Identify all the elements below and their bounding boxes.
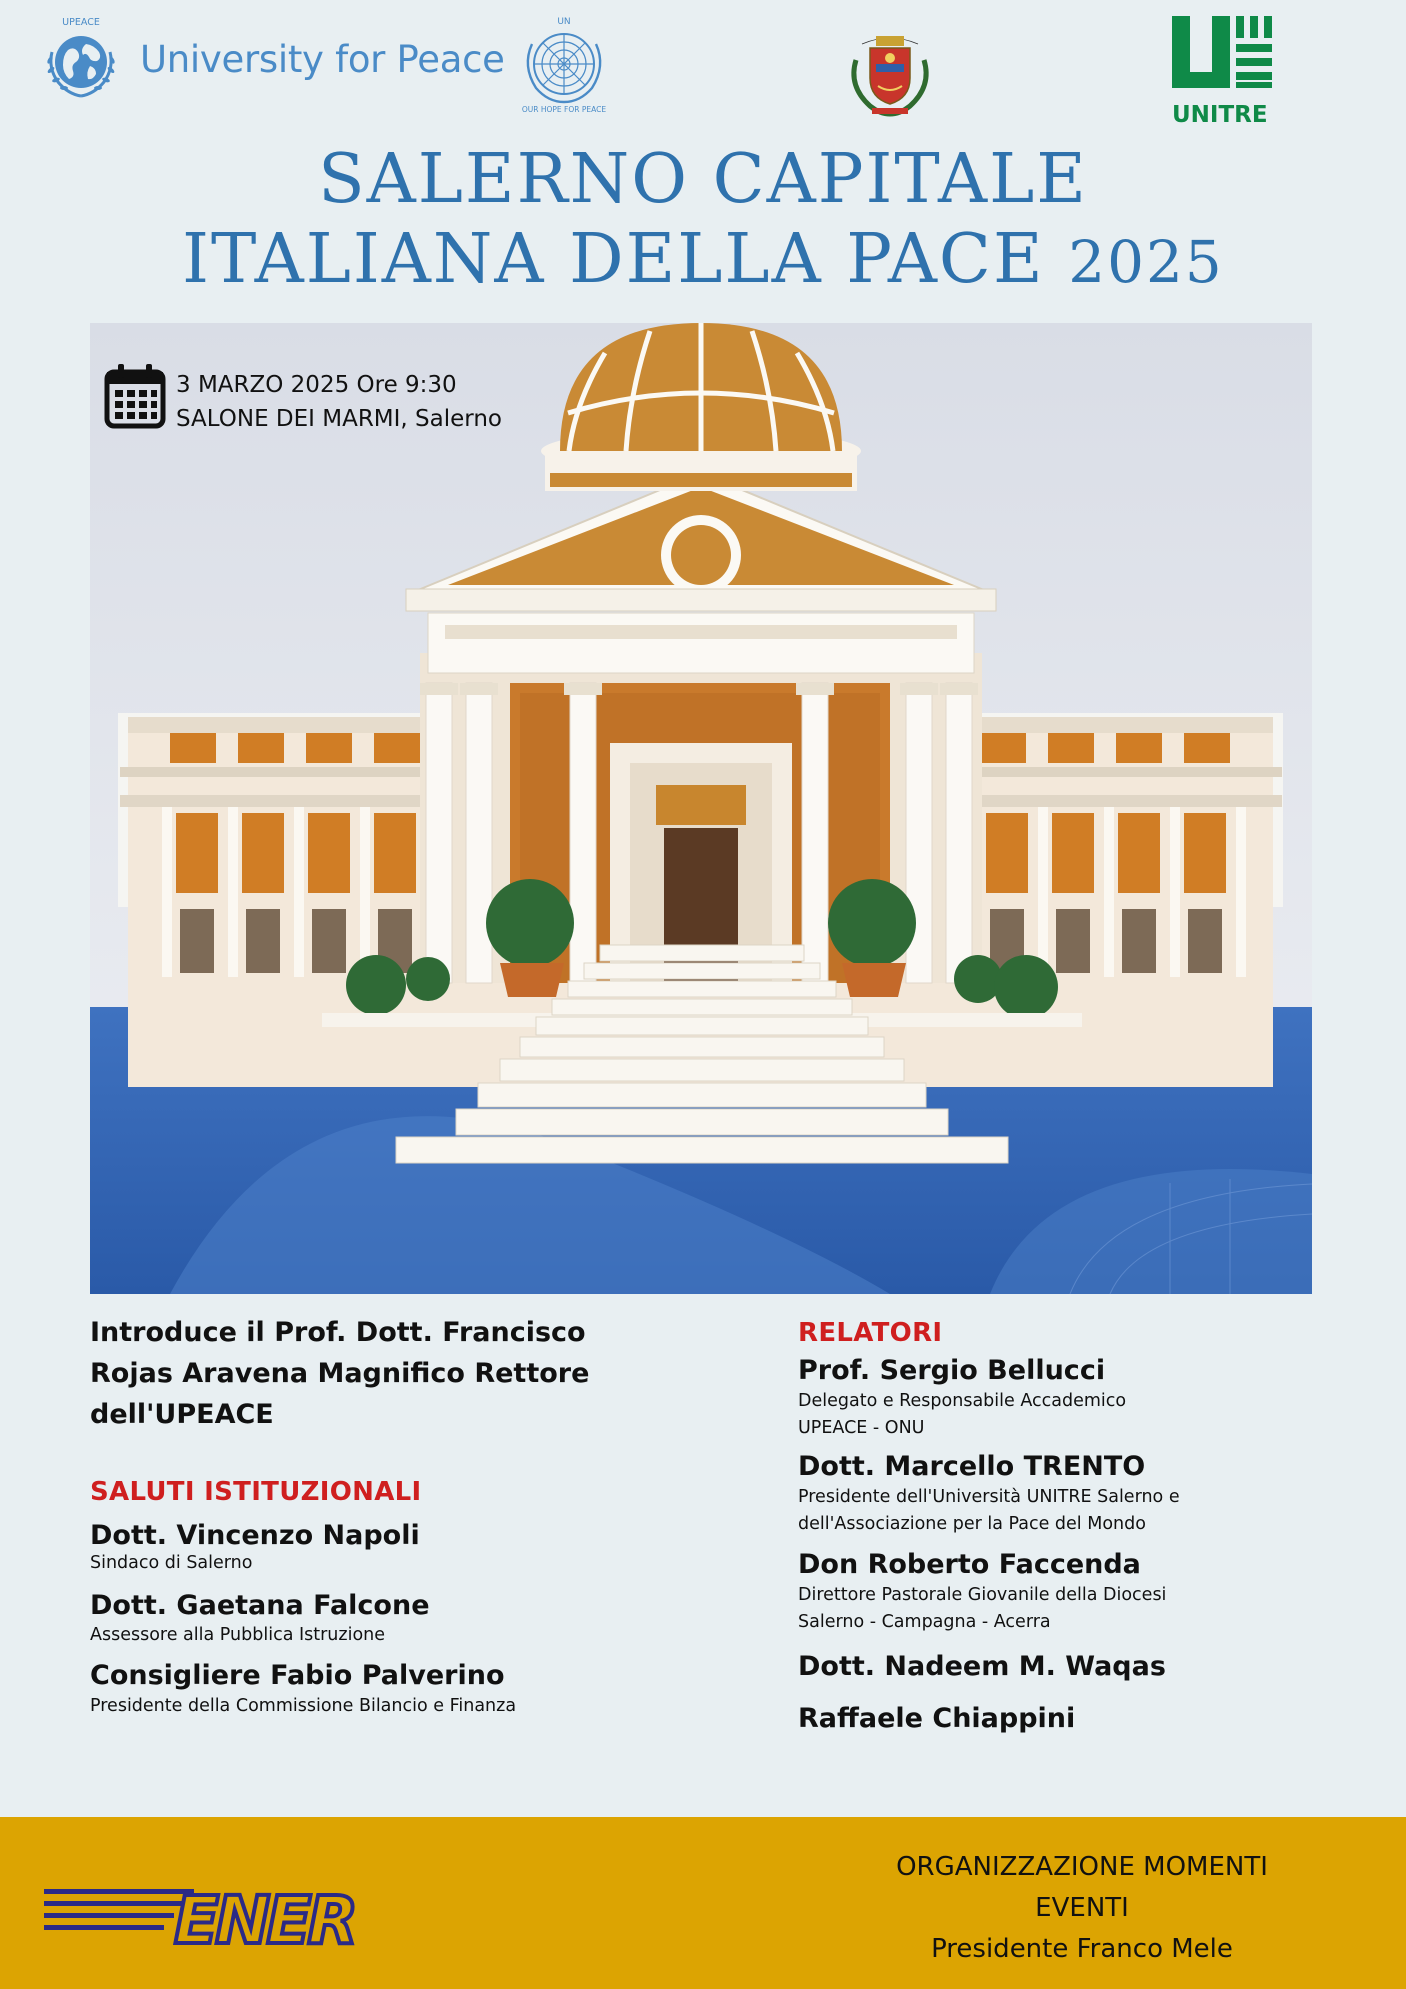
relatori-person [798, 1650, 1318, 1684]
title-year: 2025 [1068, 228, 1224, 296]
saluti-heading: SALUTI ISTITUZIONALI [90, 1477, 422, 1507]
organizer-info [832, 1847, 1332, 1970]
header-logos [0, 0, 1406, 140]
event-venue: SALONE DEI MARMI, Salerno [176, 406, 502, 432]
title-line-1: SALERNO CAPITALE [318, 140, 1088, 219]
relatori-person [798, 1450, 1238, 1538]
saluti-person [90, 1659, 530, 1720]
person-role: Delegato e Responsabile Accademico UPEACE - ONU [798, 1391, 1127, 1438]
person-role: Assessore alla Pubblica Istruzione [90, 1625, 386, 1645]
event-date-time: 3 MARZO 2025 Ore 9:30 [176, 372, 457, 398]
un-motto: OUR HOPE FOR PEACE [521, 105, 607, 114]
person-role: Presidente dell'Università UNITRE Salerno e dell'Associazione per la Pace del Mondo [798, 1487, 1180, 1534]
relatori-heading: RELATORI [798, 1318, 943, 1348]
page-title [0, 140, 1406, 302]
relatori-person [798, 1354, 1198, 1442]
intro-text: Introduce il Prof. Dott. Francisco Rojas Aravena Magnifico Rettore dell'UPEACE [90, 1317, 590, 1430]
relatori-person [798, 1548, 1238, 1636]
hero-illustration [90, 323, 1312, 1294]
person-role: Sindaco di Salerno [90, 1553, 253, 1573]
person-name: Dott. Gaetana Falcone [90, 1590, 430, 1621]
person-role: Direttore Pastorale Giovanile della Diocesi Salerno - Campagna - Acerra [798, 1585, 1167, 1632]
organizer-line-2: EVENTI [1035, 1893, 1129, 1923]
calendar-icon [104, 362, 166, 430]
person-name: Dott. Marcello TRENTO [798, 1451, 1146, 1482]
upeace-small-label: UPEACE [62, 17, 100, 28]
salerno-crest-icon [842, 20, 938, 120]
organizer-line-1: ORGANIZZAZIONE MOMENTI [896, 1852, 1268, 1882]
program-left-column [90, 1312, 650, 1720]
title-line-2 [0, 220, 1406, 302]
un-emblem-icon [516, 14, 612, 114]
upeace-name: University for Peace [140, 38, 505, 81]
upeace-globe-icon [38, 14, 124, 104]
capitol-building-illustration [90, 323, 1312, 1294]
relatori-person [798, 1702, 1318, 1736]
person-role: Presidente della Commissione Bilancio e Finanza [90, 1696, 517, 1716]
ener-logo-icon [44, 1877, 355, 1959]
person-name: Don Roberto Faccenda [798, 1549, 1141, 1580]
title-line-2-text: ITALIANA DELLA PACE [182, 220, 1045, 299]
un-label: UN [557, 17, 571, 27]
saluti-person [90, 1589, 650, 1647]
program-right-column [798, 1312, 1318, 1736]
saluti-person [90, 1519, 650, 1573]
person-name: Dott. Vincenzo Napoli [90, 1520, 420, 1551]
person-name: Dott. Nadeem M. Waqas [798, 1651, 1166, 1682]
person-name: Consigliere Fabio Palverino [90, 1660, 505, 1691]
footer-bar [0, 1817, 1406, 1989]
organizer-line-3: Presidente Franco Mele [931, 1934, 1233, 1964]
person-name: Raffaele Chiappini [798, 1703, 1076, 1734]
person-name: Prof. Sergio Bellucci [798, 1355, 1106, 1386]
unitre-label: UNITRE [1172, 102, 1268, 128]
ener-logo-text: ENER [174, 1882, 355, 1959]
